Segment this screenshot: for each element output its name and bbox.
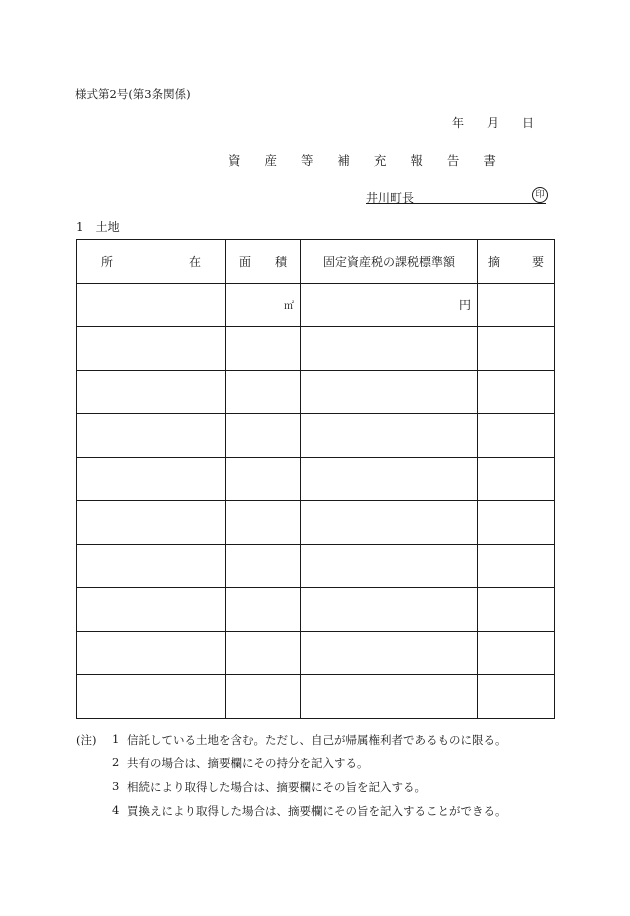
date-month-label: 月 xyxy=(487,116,500,130)
section-title: 1 土地 xyxy=(76,220,120,234)
tax-base-cell[interactable] xyxy=(301,675,478,719)
tax-base-cell[interactable] xyxy=(301,370,478,414)
table-header-row xyxy=(77,240,555,284)
header-location-char-2: 在 xyxy=(188,254,201,269)
location-cell[interactable] xyxy=(77,283,226,327)
table-row xyxy=(77,457,555,501)
addressee-line xyxy=(366,189,546,204)
note-cell[interactable] xyxy=(478,501,555,545)
header-note xyxy=(478,240,555,284)
note-cell[interactable] xyxy=(478,675,555,719)
seal-icon: 印 xyxy=(532,187,548,203)
header-location xyxy=(77,240,226,284)
area-cell[interactable] xyxy=(226,414,301,458)
tax-base-cell[interactable] xyxy=(301,457,478,501)
note-number: 3 xyxy=(112,779,120,793)
area-cell[interactable] xyxy=(226,283,301,327)
table-row xyxy=(77,283,555,327)
tax-base-cell[interactable] xyxy=(301,283,478,327)
table-row xyxy=(77,501,555,545)
location-cell[interactable] xyxy=(77,501,226,545)
table-row xyxy=(77,675,555,719)
note-cell[interactable] xyxy=(478,283,555,327)
addressee-name: 井川町長 xyxy=(366,191,415,205)
header-location-char-1: 所 xyxy=(101,254,114,269)
table-row xyxy=(77,370,555,414)
land-table xyxy=(76,239,555,719)
location-cell[interactable] xyxy=(77,588,226,632)
note-number: 2 xyxy=(112,755,120,769)
area-unit: ㎡ xyxy=(284,301,294,313)
area-cell[interactable] xyxy=(226,457,301,501)
table-row xyxy=(77,327,555,371)
header-tax-base-label: 固定資産税の課税標準額 xyxy=(322,254,455,269)
header-area-char-1: 面 xyxy=(239,254,252,269)
note-cell[interactable] xyxy=(478,588,555,632)
tax-base-cell[interactable] xyxy=(301,588,478,632)
area-cell[interactable] xyxy=(226,588,301,632)
date-year-label: 年 xyxy=(452,116,465,130)
area-cell[interactable] xyxy=(226,675,301,719)
tax-base-cell[interactable] xyxy=(301,544,478,588)
location-cell[interactable] xyxy=(77,631,226,675)
tax-base-cell[interactable] xyxy=(301,414,478,458)
table-row xyxy=(77,414,555,458)
table-row xyxy=(77,544,555,588)
note-text: 信託している土地を含む。ただし、自己が帰属権利者であるものに限る。 xyxy=(127,733,507,747)
table-row xyxy=(77,631,555,675)
notes-prefix: (注) xyxy=(76,733,97,747)
location-cell[interactable] xyxy=(77,675,226,719)
area-cell[interactable] xyxy=(226,544,301,588)
table-row xyxy=(77,588,555,632)
note-text: 買換えにより取得した場合は、摘要欄にその旨を記入することができる。 xyxy=(127,804,507,818)
note-text: 共有の場合は、摘要欄にその持分を記入する。 xyxy=(127,756,369,770)
note-cell[interactable] xyxy=(478,544,555,588)
area-cell[interactable] xyxy=(226,370,301,414)
header-area xyxy=(226,240,301,284)
location-cell[interactable] xyxy=(77,544,226,588)
area-cell[interactable] xyxy=(226,501,301,545)
note-number: 4 xyxy=(112,803,120,817)
location-cell[interactable] xyxy=(77,457,226,501)
tax-base-unit: 円 xyxy=(458,298,471,313)
tax-base-cell[interactable] xyxy=(301,327,478,371)
note-cell[interactable] xyxy=(478,631,555,675)
area-cell[interactable] xyxy=(226,631,301,675)
note-number: 1 xyxy=(112,732,120,746)
location-cell[interactable] xyxy=(77,370,226,414)
form-number: 様式第2号(第3条関係) xyxy=(75,87,191,101)
area-cell[interactable] xyxy=(226,327,301,371)
note-cell[interactable] xyxy=(478,414,555,458)
note-text: 相続により取得した場合は、摘要欄にその旨を記入する。 xyxy=(127,780,426,794)
date-day-label: 日 xyxy=(522,116,535,130)
note-cell[interactable] xyxy=(478,327,555,371)
note-cell[interactable] xyxy=(478,457,555,501)
tax-base-cell[interactable] xyxy=(301,501,478,545)
tax-base-cell[interactable] xyxy=(301,631,478,675)
location-cell[interactable] xyxy=(77,327,226,371)
header-tax-base xyxy=(301,240,478,284)
header-note-char-2: 要 xyxy=(531,254,544,269)
location-cell[interactable] xyxy=(77,414,226,458)
header-area-char-2: 積 xyxy=(274,254,287,269)
header-note-char-1: 摘 xyxy=(488,254,501,269)
note-cell[interactable] xyxy=(478,370,555,414)
document-title: 資 産 等 補 充 報 告 書 xyxy=(228,153,506,168)
